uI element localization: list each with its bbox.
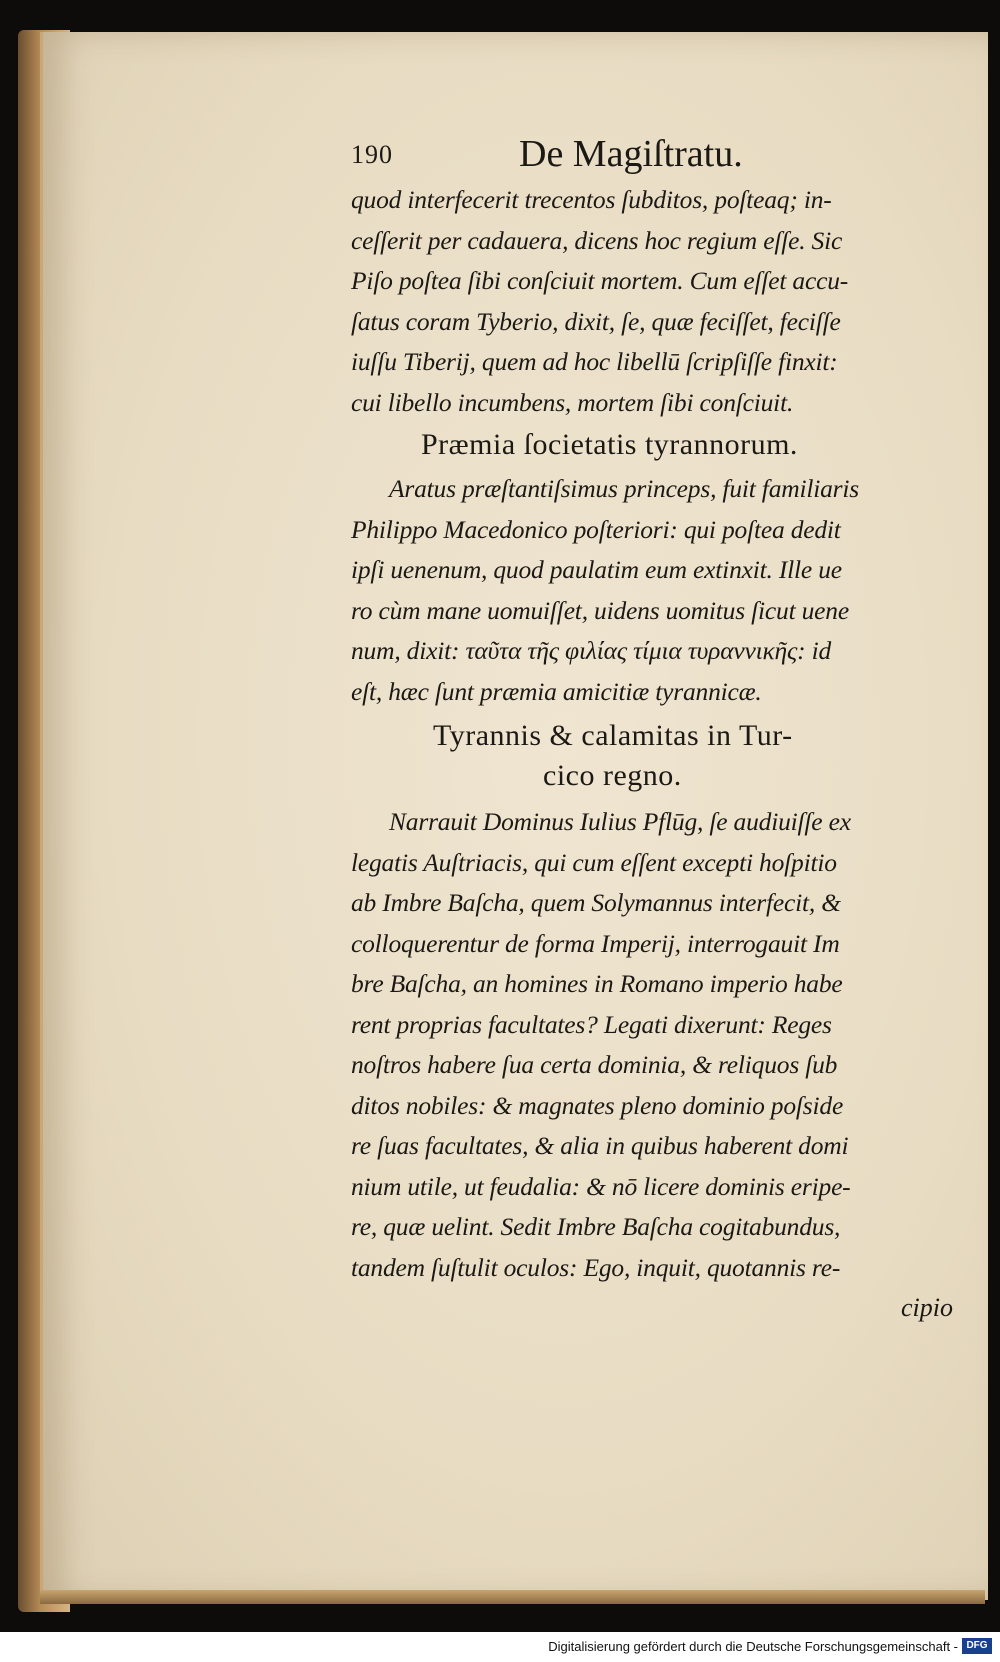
- text-line: ceſſerit per cadauera, dicens hoc regium eſſe. Sic: [351, 225, 843, 255]
- text-line: ditos nobiles: & magnates pleno dominio poſside: [351, 1090, 844, 1120]
- text-line: cui libello incumbens, mortem ſibi conſciuit.: [351, 387, 794, 417]
- text-line: Piſo poſtea ſibi conſciuit mortem. Cum eſſet accu-: [351, 266, 849, 295]
- text-line: ro cùm mane uomuiſſet, uidens uomitus ſicut uene: [351, 595, 849, 625]
- text-line: num, dixit: ταῦτα τῆς φιλίας τίμια τυραννικῆς: id: [351, 636, 832, 665]
- text-line: ipſi uenenum, quod paulatim eum extinxit. Ille ue: [351, 555, 842, 584]
- text-line: eſt, hæc ſunt præmia amicitiæ tyrannicæ.: [351, 676, 762, 706]
- text-line: rent proprias facultates? Legati dixerunt: Reges: [351, 1009, 832, 1039]
- text-line: ſatus coram Tyberio, dixit, ſe, quæ feciſſet, feciſſe: [351, 306, 841, 336]
- paragraph-2: [351, 469, 971, 712]
- footer-bar: [0, 1632, 1000, 1662]
- text-line: iuſſu Tiberij, quem ad hoc libellū ſcripſiſſe finxit:: [351, 347, 838, 376]
- section-heading-continued: cico regno.: [543, 759, 682, 792]
- page-number: 190: [351, 140, 393, 169]
- paragraph-1: [351, 180, 971, 423]
- text-line: ab Imbre Baſcha, quem Solymannus interfecit, &: [351, 888, 841, 917]
- text-line: Narrauit Dominus Iulius Pflūg, ſe audiuiſſe ex: [389, 807, 851, 836]
- text-line: Philippo Macedonico poſteriori: qui poſtea dedit: [351, 514, 841, 544]
- text-line: re ſuas facultates, & alia in quibus haberent domi: [351, 1131, 849, 1160]
- funding-credit: Digitalisierung gefördert durch die Deutsche Forschungsgemeinschaft -: [548, 1639, 958, 1654]
- dfg-logo: DFG: [962, 1638, 992, 1654]
- text-line: quod interfecerit trecentos ſubditos, poſteaq; in-: [351, 185, 832, 214]
- page-header: [351, 132, 971, 178]
- text-line: noſtros habere ſua certa dominia, & reliquos ſub: [351, 1050, 838, 1079]
- text-line: bre Baſcha, an homines in Romano imperio habe: [351, 969, 843, 998]
- text-block: [351, 132, 971, 1328]
- text-line: colloquerentur de forma Imperij, interrogauit Im: [351, 928, 840, 958]
- section-heading: Præmia ſocietatis tyrannorum.: [421, 428, 798, 461]
- text-line: Aratus præſtantiſsimus princeps, fuit familiaris: [389, 474, 859, 503]
- catchword: cipio: [901, 1293, 953, 1322]
- running-title: De Magiſtratu.: [519, 133, 743, 175]
- text-line: tandem ſuſtulit oculos: Ego, inquit, quotannis re-: [351, 1252, 841, 1282]
- paragraph-3: [351, 802, 971, 1288]
- text-line: legatis Auſtriacis, qui cum eſſent excepti hoſpitio: [351, 847, 837, 877]
- text-line: nium utile, ut feudalia: & nō licere dominis eripe-: [351, 1171, 851, 1201]
- book-edge-bottom: [40, 1590, 985, 1604]
- section-heading: Tyrannis & calamitas in Tur-: [433, 719, 793, 752]
- text-line: re, quæ uelint. Sedit Imbre Baſcha cogitabundus,: [351, 1212, 841, 1241]
